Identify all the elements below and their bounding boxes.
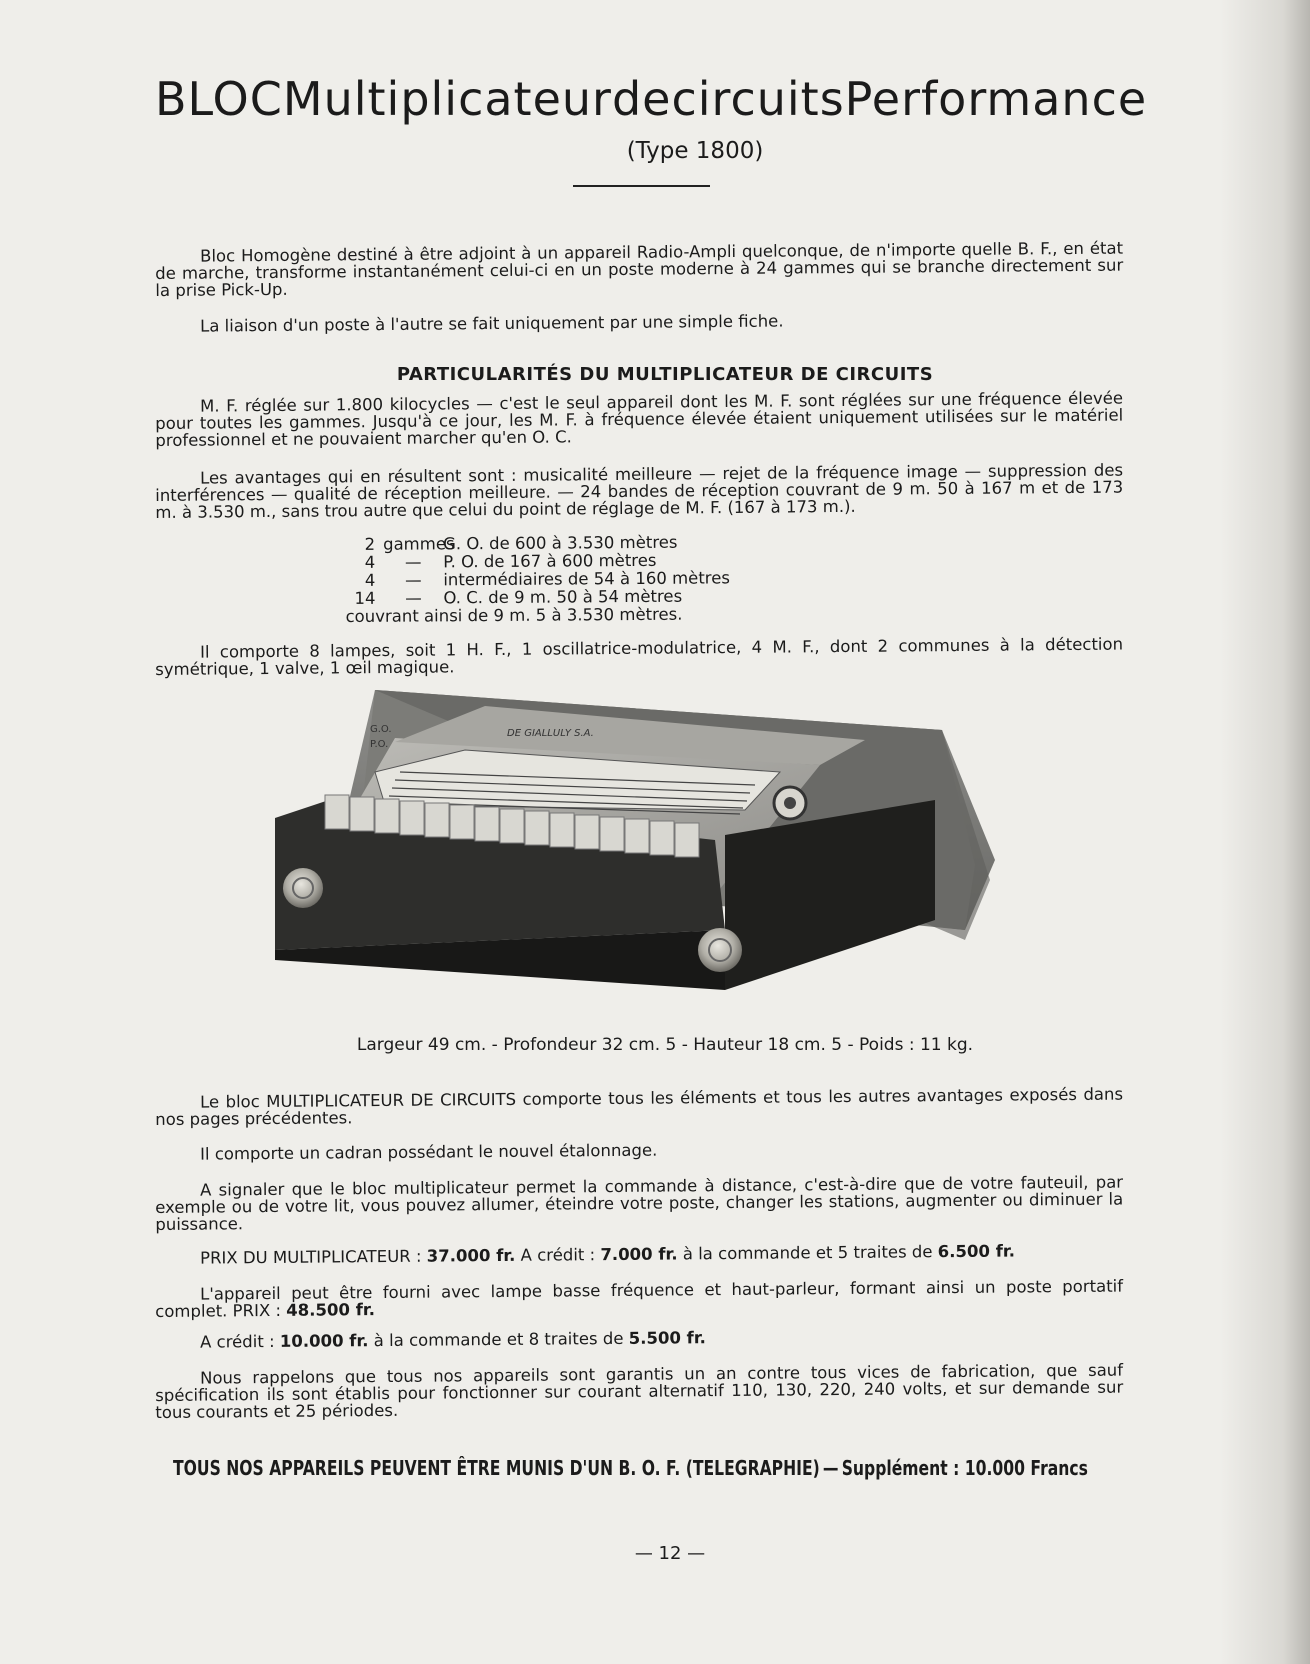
title-word: de [611, 72, 672, 126]
lampes-paragraph: Il comporte 8 lampes, soit 1 H. F., 1 oscillatrice-modulatrice, 4 M. F., dont 2 communes à la détection symétrique, 1 valve, 1 œil magique. [155, 634, 1124, 679]
title-word: circuits [671, 72, 845, 126]
price-paragraph: PRIX DU MULTIPLICATEUR : 37.000 fr. A crédit : 7.000 fr. à la commande et 5 traites de 6.500 fr. [199, 1241, 1016, 1268]
range-total: couvrant ainsi de 9 m. 5 à 3.530 mètres. [345, 604, 683, 626]
footer-banner [173, 1456, 1088, 1480]
range-row: 2 gammes G. O. de 600 à 3.530 mètres [364, 532, 678, 554]
dimensions-caption: Largeur 49 cm. - Profondeur 32 cm. 5 - Hauteur 18 cm. 5 - Poids : 11 kg. [356, 1035, 974, 1055]
details-paragraph-1: Le bloc MULTIPLICATEUR DE CIRCUITS comporte tous les éléments et tous les autres avantages exposés dans nos pages précédentes. [155, 1084, 1124, 1129]
intro-paragraph-2: La liaison d'un poste à l'autre se fait uniquement par une simple fiche. [199, 311, 784, 336]
credit-paragraph: A crédit : 10.000 fr. à la commande et 8 traites de 5.500 fr. [199, 1328, 706, 1352]
page-number: — 12 — [634, 1543, 706, 1564]
range-row: 4 — P. O. de 167 à 600 mètres [364, 550, 657, 572]
page-subtitle: (Type 1800) [626, 138, 764, 164]
footer-left: TOUS NOS APPAREILS PEUVENT ÊTRE MUNIS D'UN B. O. F. (TELEGRAPHIE) [173, 1456, 820, 1480]
dial-brand: DE GIALLULY S.A. [507, 728, 594, 739]
page-edge-shadow [1220, 0, 1310, 1664]
title-rule [573, 185, 710, 187]
title-word: BLOC [155, 72, 283, 126]
radio-illustration [275, 690, 995, 1030]
particularites-paragraph-1: M. F. réglée sur 1.800 kilocycles — c'est le seul appareil dont les M. F. sont réglées sur une fréquence élevée pour toutes les gammes. Jusqu'à ce jour, les M. F. à fréquence élevée étaient uniquement utilisées sur le matériel professionnel et ne pouvaient marcher qu'en O. C. [155, 388, 1124, 450]
dial-label-go: G.O. [370, 724, 392, 735]
range-row: 14 — O. C. de 9 m. 50 à 54 mètres [354, 586, 683, 608]
warranty-paragraph: Nous rappelons que tous nos appareils sont garantis un an contre tous vices de fabrication, que sauf spécification ils sont établis pour fonctionner sur courant alternatif 110, 130, 220, 240 volts, et sur demande sur tous courants et 25 périodes. [155, 1360, 1124, 1422]
intro-paragraph-1: Bloc Homogène destiné à être adjoint à un appareil Radio-Ampli quelconque, de n'importe quelle B. F., en état de marche, transforme instantanément celui-ci en un poste moderne à 24 gammes qui se branche directement sur la prise Pick-Up. [155, 238, 1124, 300]
title-word: Multiplicateur [282, 72, 612, 126]
portable-paragraph: L'appareil peut être fourni avec lampe basse fréquence et haut-parleur, formant ainsi un poste portatif complet. PRIX : 48.500 fr. [155, 1276, 1124, 1321]
ranges-list [345, 533, 730, 626]
footer-right: Supplément : 10.000 Francs [841, 1456, 1088, 1480]
volume-knob-icon [283, 868, 323, 908]
details-paragraph-2: Il comporte un cadran possédant le nouvel étalonnage. [199, 1140, 658, 1164]
page-title [155, 72, 1148, 126]
range-row: 4 — intermédiaires de 54 à 160 mètres [364, 568, 730, 590]
dial-label-po: P.O. [370, 739, 389, 750]
footer-dash: — [822, 1456, 839, 1480]
tuning-knob-icon [698, 928, 742, 972]
details-paragraph-3: A signaler que le bloc multiplicateur permet la commande à distance, c'est-à-dire que de votre fauteuil, par exemple ou de votre lit, vous pouvez allumer, éteindre votre poste, changer les stations, augmenter ou diminuer la puissance. [155, 1172, 1124, 1234]
title-word: Performance [844, 72, 1148, 126]
section-heading: PARTICULARITÉS DU MULTIPLICATEUR DE CIRCUITS [396, 364, 934, 385]
particularites-paragraph-2: Les avantages qui en résultent sont : musicalité meilleure — rejet de la fréquence image — suppression des interférences — qualité de réception meilleure. — 24 bandes de réception couvrant de 9 m. 50 à 167 m et de 173 m. à 3.530 m., sans trou autre que celui du point de réglage de M. F. (167 à 173 m.). [155, 460, 1124, 522]
